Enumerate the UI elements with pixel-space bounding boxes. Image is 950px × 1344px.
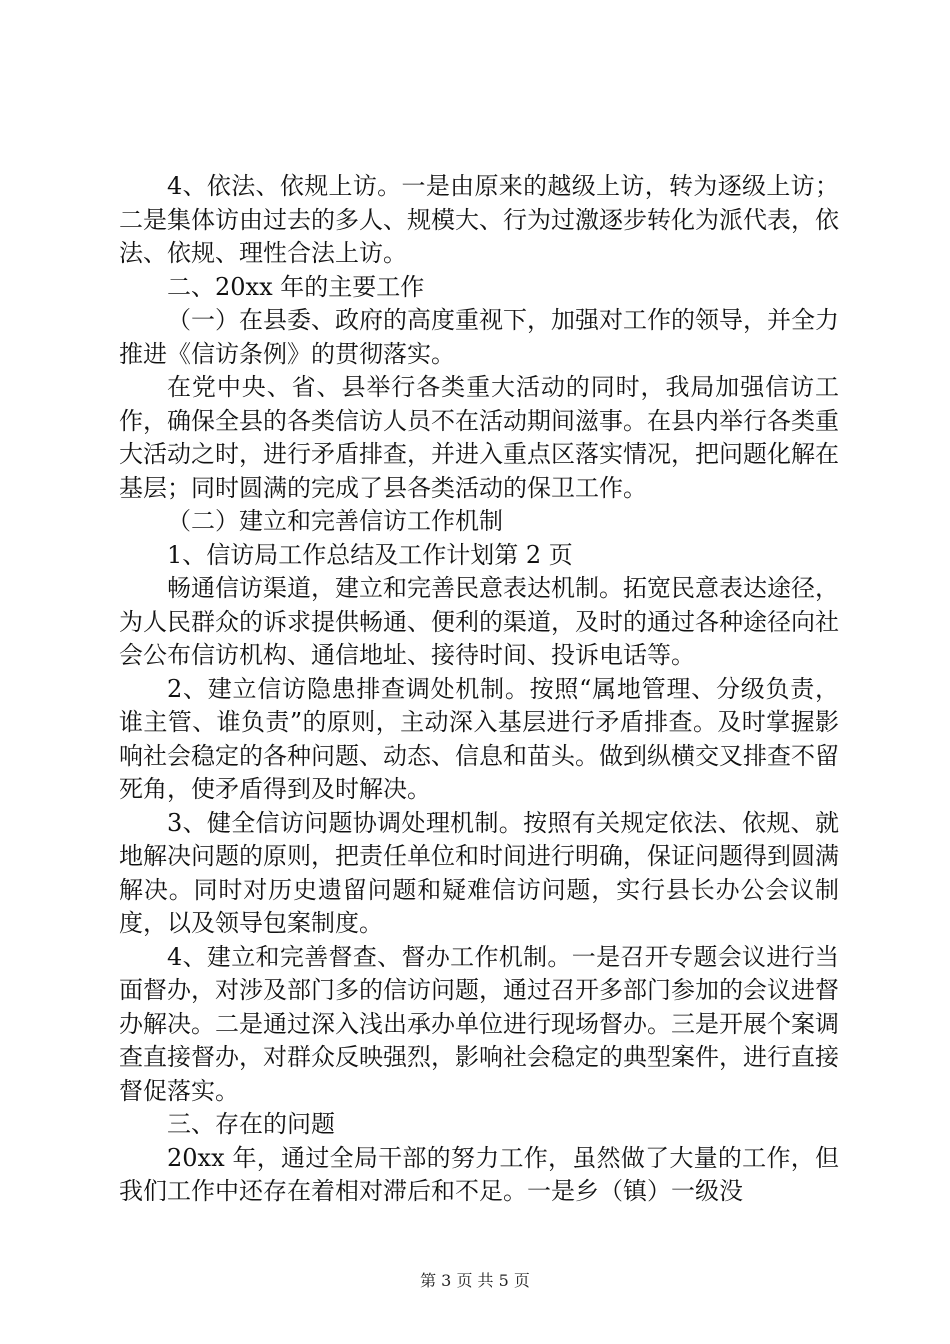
- paragraph-lawful-petition: 4、依法、依规上访。一是由原来的越级上访，转为逐级上访；二是集体访由过去的多人、规模大、行为过激逐步转化为派代表，依法、依规、理性合法上访。: [119, 172, 839, 267]
- section-heading-main-work: 二、20xx 年的主要工作: [167, 272, 425, 301]
- subheading-leadership: （一）在县委、政府的高度重视下，加强对工作的领导，并全力推进《信访条例》的贯彻落实。: [119, 306, 839, 368]
- page-number-footer: 第 3 页 共 5 页: [420, 1271, 530, 1290]
- list-item-2: 2、建立信访隐患排查调处机制。按照“属地管理、分级负责，谁主管、谁负责”的原则，主动深入基层进行矛盾排查。及时掌握影响社会稳定的各种问题、动态、信息和苗头。做到纵横交叉排查不留死角，使矛盾得到及时解决。: [119, 674, 839, 803]
- list-item-1-title: 1、信访局工作总结及工作计划第 2 页: [167, 540, 573, 569]
- document-body: [119, 170, 839, 1209]
- paragraph-major-events: 在党中央、省、县举行各类重大活动的同时，我局加强信访工作，确保全县的各类信访人员不在活动期间滋事。在县内举行各类重大活动之时，进行矛盾排查，并进入重点区落实情况，把问题化解在基层；同时圆满的完成了县各类活动的保卫工作。: [119, 373, 839, 502]
- list-item-3: 3、健全信访问题协调处理机制。按照有关规定依法、依规、就地解决问题的原则，把责任单位和时间进行明确，保证问题得到圆满解决。同时对历史遗留问题和疑难信访问题，实行县长办公会议制度，以及领导包案制度。: [119, 808, 839, 937]
- subheading-mechanism: （二）建立和完善信访工作机制: [167, 507, 503, 535]
- paragraph-channels: 畅通信访渠道，建立和完善民意表达机制。拓宽民意表达途径，为人民群众的诉求提供畅通、便利的渠道，及时的通过各种途径向社会公布信访机构、通信地址、接待时间、投诉电话等。: [119, 574, 839, 669]
- section-heading-problems: 三、存在的问题: [167, 1110, 335, 1138]
- list-item-4: 4、建立和完善督查、督办工作机制。一是召开专题会议进行当面督办，对涉及部门多的信访问题，通过召开多部门参加的会议进督办解决。二是通过深入浅出承办单位进行现场督办。三是开展个案调查直接督办，对群众反映强烈，影响社会稳定的典型案件，进行直接督促落实。: [119, 942, 839, 1105]
- paragraph-problems: 20xx 年，通过全局干部的努力工作，虽然做了大量的工作，但我们工作中还存在着相对滞后和不足。一是乡（镇）一级没: [119, 1143, 839, 1205]
